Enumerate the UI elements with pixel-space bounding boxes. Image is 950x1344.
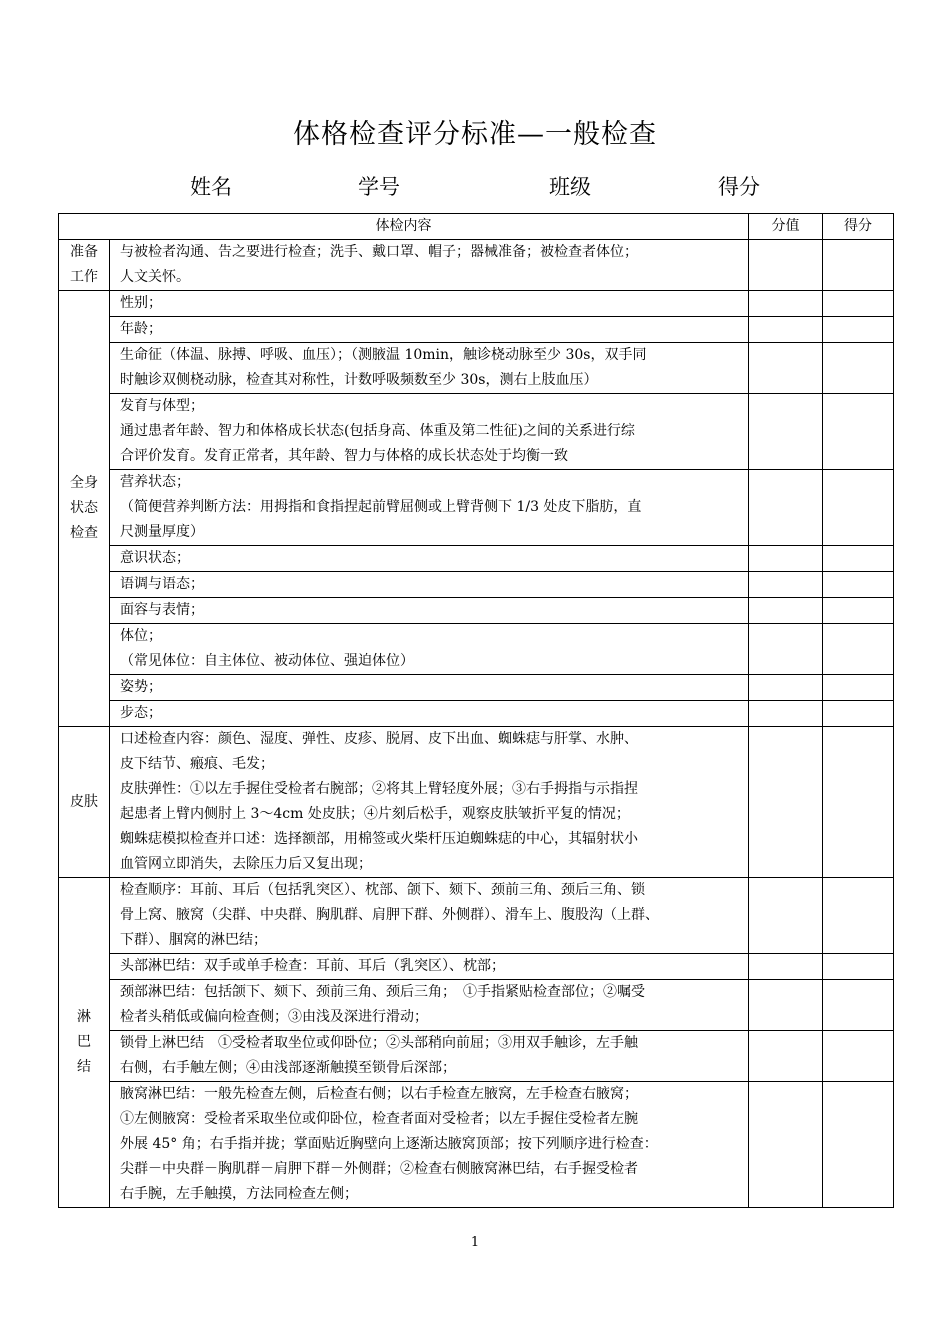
score-cell[interactable] bbox=[823, 624, 894, 675]
class-label: 班级 bbox=[549, 175, 591, 199]
content-line: 尺测量厚度） bbox=[120, 524, 204, 540]
points-cell[interactable] bbox=[749, 954, 823, 980]
points-cell[interactable] bbox=[749, 878, 823, 954]
score-cell[interactable] bbox=[823, 675, 894, 701]
page-title: 体格检查评分标准—一般检查 bbox=[293, 119, 657, 150]
content-line: （简便营养判断方法：用拇指和食指捏起前臂屈侧或上臂背侧下 1/3 处皮下脂肪，直 bbox=[120, 499, 642, 515]
table-row bbox=[59, 572, 894, 598]
category-text: 状态 bbox=[70, 500, 98, 516]
content-line: 生命征（体温、脉搏、呼吸、血压）；（测腋温 10min，触诊桡动脉至少 30s，双手同 bbox=[120, 347, 647, 363]
score-cell[interactable] bbox=[823, 980, 894, 1031]
score-cell[interactable] bbox=[823, 598, 894, 624]
content-line: 检者头稍低或偏向检查侧；③由浅及深进行滑动； bbox=[120, 1009, 428, 1025]
points-cell[interactable] bbox=[749, 1031, 823, 1082]
score-cell[interactable] bbox=[823, 572, 894, 598]
score-cell[interactable] bbox=[823, 240, 894, 291]
score-cell[interactable] bbox=[823, 954, 894, 980]
content-line: 尖群－中央群－胸肌群－肩胛下群－外侧群；②检查右侧腋窝淋巴结，右手握受检者 bbox=[120, 1161, 638, 1177]
exam-content bbox=[110, 598, 749, 624]
exam-content bbox=[110, 572, 749, 598]
content-line: ①左侧腋窝：受检者采取坐位或仰卧位，检查者面对受检者；以左手握住受检者左腕 bbox=[120, 1111, 638, 1127]
content-line: 颈部淋巴结：包括颌下、颏下、颈前三角、颈后三角； ①手指紧贴检查部位；②嘱受 bbox=[120, 984, 645, 1000]
category-text: 检查 bbox=[70, 525, 98, 541]
content-line: 与被检者沟通、告之要进行检查；洗手、戴口罩、帽子；器械准备；被检查者体位； bbox=[120, 244, 638, 260]
score-cell[interactable] bbox=[823, 1082, 894, 1208]
score-cell[interactable] bbox=[823, 546, 894, 572]
content-line: 意识状态； bbox=[120, 550, 190, 566]
table-row bbox=[59, 727, 894, 878]
category-text: 巴 bbox=[77, 1034, 91, 1050]
content-line: 血管网立即消失，去除压力后又复出现； bbox=[120, 856, 372, 872]
content-line: 人文关怀。 bbox=[120, 269, 190, 285]
table-row bbox=[59, 546, 894, 572]
header-row bbox=[59, 214, 894, 240]
table-row bbox=[59, 675, 894, 701]
table-row bbox=[59, 598, 894, 624]
content-line: 发育与体型； bbox=[120, 398, 204, 414]
content-line: 头部淋巴结：双手或单手检查：耳前、耳后（乳突区）、枕部； bbox=[120, 958, 505, 974]
table-row bbox=[59, 624, 894, 675]
exam-content bbox=[110, 470, 749, 546]
content-line: 腋窝淋巴结：一般先检查左侧，后检查右侧；以右手检查左腋窝，左手检查右腋窝； bbox=[120, 1086, 638, 1102]
table-row bbox=[59, 1082, 894, 1208]
table-row bbox=[59, 878, 894, 954]
table-row bbox=[59, 701, 894, 727]
table-row bbox=[59, 980, 894, 1031]
score-cell[interactable] bbox=[823, 343, 894, 394]
points-cell[interactable] bbox=[749, 291, 823, 317]
content-line: 步态； bbox=[120, 705, 162, 721]
exam-content bbox=[110, 727, 749, 878]
points-cell[interactable] bbox=[749, 675, 823, 701]
points-cell[interactable] bbox=[749, 240, 823, 291]
content-line: 时触诊双侧桡动脉，检查其对称性，计数呼吸频数至少 30s，测右上肢血压） bbox=[120, 372, 598, 388]
content-line: 蜘蛛痣模拟检查并口述：选择额部，用棉签或火柴杆压迫蜘蛛痣的中心，其辐射状小 bbox=[120, 831, 638, 847]
exam-content bbox=[110, 1082, 749, 1208]
content-line: 锁骨上淋巴结 ①受检者取坐位或仰卧位；②头部稍向前屈；③用双手触诊，左手触 bbox=[120, 1035, 638, 1051]
exam-content bbox=[110, 240, 749, 291]
content-line: 营养状态； bbox=[120, 474, 190, 490]
exam-content bbox=[110, 624, 749, 675]
section-category bbox=[59, 878, 110, 1208]
exam-content bbox=[110, 291, 749, 317]
exam-content bbox=[110, 980, 749, 1031]
exam-content bbox=[110, 546, 749, 572]
section-category bbox=[59, 291, 110, 727]
content-line: 外展 45° 角；右手指并拢；掌面贴近胸壁向上逐渐达腋窝顶部；按下列顺序进行检查： bbox=[120, 1136, 658, 1152]
section-category bbox=[59, 240, 110, 291]
scoring-table bbox=[58, 213, 894, 1208]
category-text: 结 bbox=[77, 1059, 91, 1075]
content-line: 皮下结节、瘢痕、毛发； bbox=[120, 756, 274, 772]
exam-content bbox=[110, 675, 749, 701]
points-cell[interactable] bbox=[749, 1082, 823, 1208]
content-line: 口述检查内容：颜色、湿度、弹性、皮疹、脱屑、皮下出血、蜘蛛痣与肝掌、水肿、 bbox=[120, 731, 638, 747]
points-cell[interactable] bbox=[749, 394, 823, 470]
points-cell[interactable] bbox=[749, 701, 823, 727]
exam-content bbox=[110, 701, 749, 727]
table-row bbox=[59, 470, 894, 546]
header-points: 分值 bbox=[749, 214, 823, 240]
exam-content bbox=[110, 394, 749, 470]
content-line: 语调与语态； bbox=[120, 576, 204, 592]
content-line: 下群）、腘窝的淋巴结； bbox=[120, 932, 267, 948]
header-score: 得分 bbox=[823, 214, 894, 240]
category-text: 淋 bbox=[77, 1009, 91, 1025]
category-text: 准备 bbox=[70, 244, 98, 260]
score-cell[interactable] bbox=[823, 701, 894, 727]
score-cell[interactable] bbox=[823, 291, 894, 317]
content-line: （常见体位：自主体位、被动体位、强迫体位） bbox=[120, 653, 414, 669]
page-number: 1 bbox=[470, 1235, 480, 1250]
name-label: 姓名 bbox=[190, 175, 232, 199]
table-row bbox=[59, 240, 894, 291]
exam-content bbox=[110, 317, 749, 343]
content-line: 骨上窝、腋窝（尖群、中央群、胸肌群、肩胛下群、外侧群）、滑车上、腹股沟（上群、 bbox=[120, 907, 659, 923]
score-cell[interactable] bbox=[823, 394, 894, 470]
table-row bbox=[59, 317, 894, 343]
score-cell[interactable] bbox=[823, 317, 894, 343]
points-cell[interactable] bbox=[749, 980, 823, 1031]
score-cell[interactable] bbox=[823, 470, 894, 546]
points-cell[interactable] bbox=[749, 546, 823, 572]
points-cell[interactable] bbox=[749, 598, 823, 624]
content-line: 皮肤弹性：①以左手握住受检者右腕部；②将其上臂轻度外展；③右手拇指与示指捏 bbox=[120, 781, 638, 797]
content-line: 右侧，右手触左侧；④由浅部逐渐触摸至锁骨后深部； bbox=[120, 1060, 456, 1076]
points-cell[interactable] bbox=[749, 624, 823, 675]
content-line: 检查顺序：耳前、耳后（包括乳突区）、枕部、颌下、颏下、颈前三角、颈后三角、锁 bbox=[120, 882, 645, 898]
table-row bbox=[59, 343, 894, 394]
section-category bbox=[59, 727, 110, 878]
content-line: 起患者上臂内侧肘上 3～4cm 处皮肤；④片刻后松手，观察皮肤皱折平复的情况； bbox=[120, 806, 630, 822]
exam-content bbox=[110, 954, 749, 980]
score-label: 得分 bbox=[718, 175, 760, 199]
content-line: 年龄； bbox=[120, 321, 162, 337]
category-text: 皮肤 bbox=[70, 793, 98, 810]
category-text: 工作 bbox=[70, 269, 98, 285]
table-row bbox=[59, 954, 894, 980]
points-cell[interactable] bbox=[749, 470, 823, 546]
points-cell[interactable] bbox=[749, 727, 823, 878]
header-content: 体检内容 bbox=[59, 214, 749, 240]
points-cell[interactable] bbox=[749, 572, 823, 598]
table-row bbox=[59, 291, 894, 317]
content-line: 性别； bbox=[120, 295, 162, 311]
exam-content bbox=[110, 878, 749, 954]
exam-content bbox=[110, 343, 749, 394]
category-text: 全身 bbox=[70, 475, 98, 491]
content-line: 通过患者年龄、智力和体格成长状态(包括身高、体重及第二性征)之间的关系进行综 bbox=[120, 423, 635, 439]
content-line: 姿势； bbox=[120, 679, 162, 695]
score-cell[interactable] bbox=[823, 727, 894, 878]
content-line: 合评价发育。发育正常者，其年龄、智力与体格的成长状态处于均衡一致 bbox=[120, 448, 568, 464]
content-line: 面容与表情； bbox=[120, 602, 204, 618]
content-line: 体位； bbox=[120, 628, 162, 644]
score-cell[interactable] bbox=[823, 1031, 894, 1082]
score-cell[interactable] bbox=[823, 878, 894, 954]
exam-content bbox=[110, 1031, 749, 1082]
student-id-label: 学号 bbox=[358, 175, 400, 199]
points-cell[interactable] bbox=[749, 343, 823, 394]
content-line: 右手腕，左手触摸，方法同检查左侧； bbox=[120, 1186, 358, 1202]
table-row bbox=[59, 394, 894, 470]
points-cell[interactable] bbox=[749, 317, 823, 343]
table-row bbox=[59, 1031, 894, 1082]
